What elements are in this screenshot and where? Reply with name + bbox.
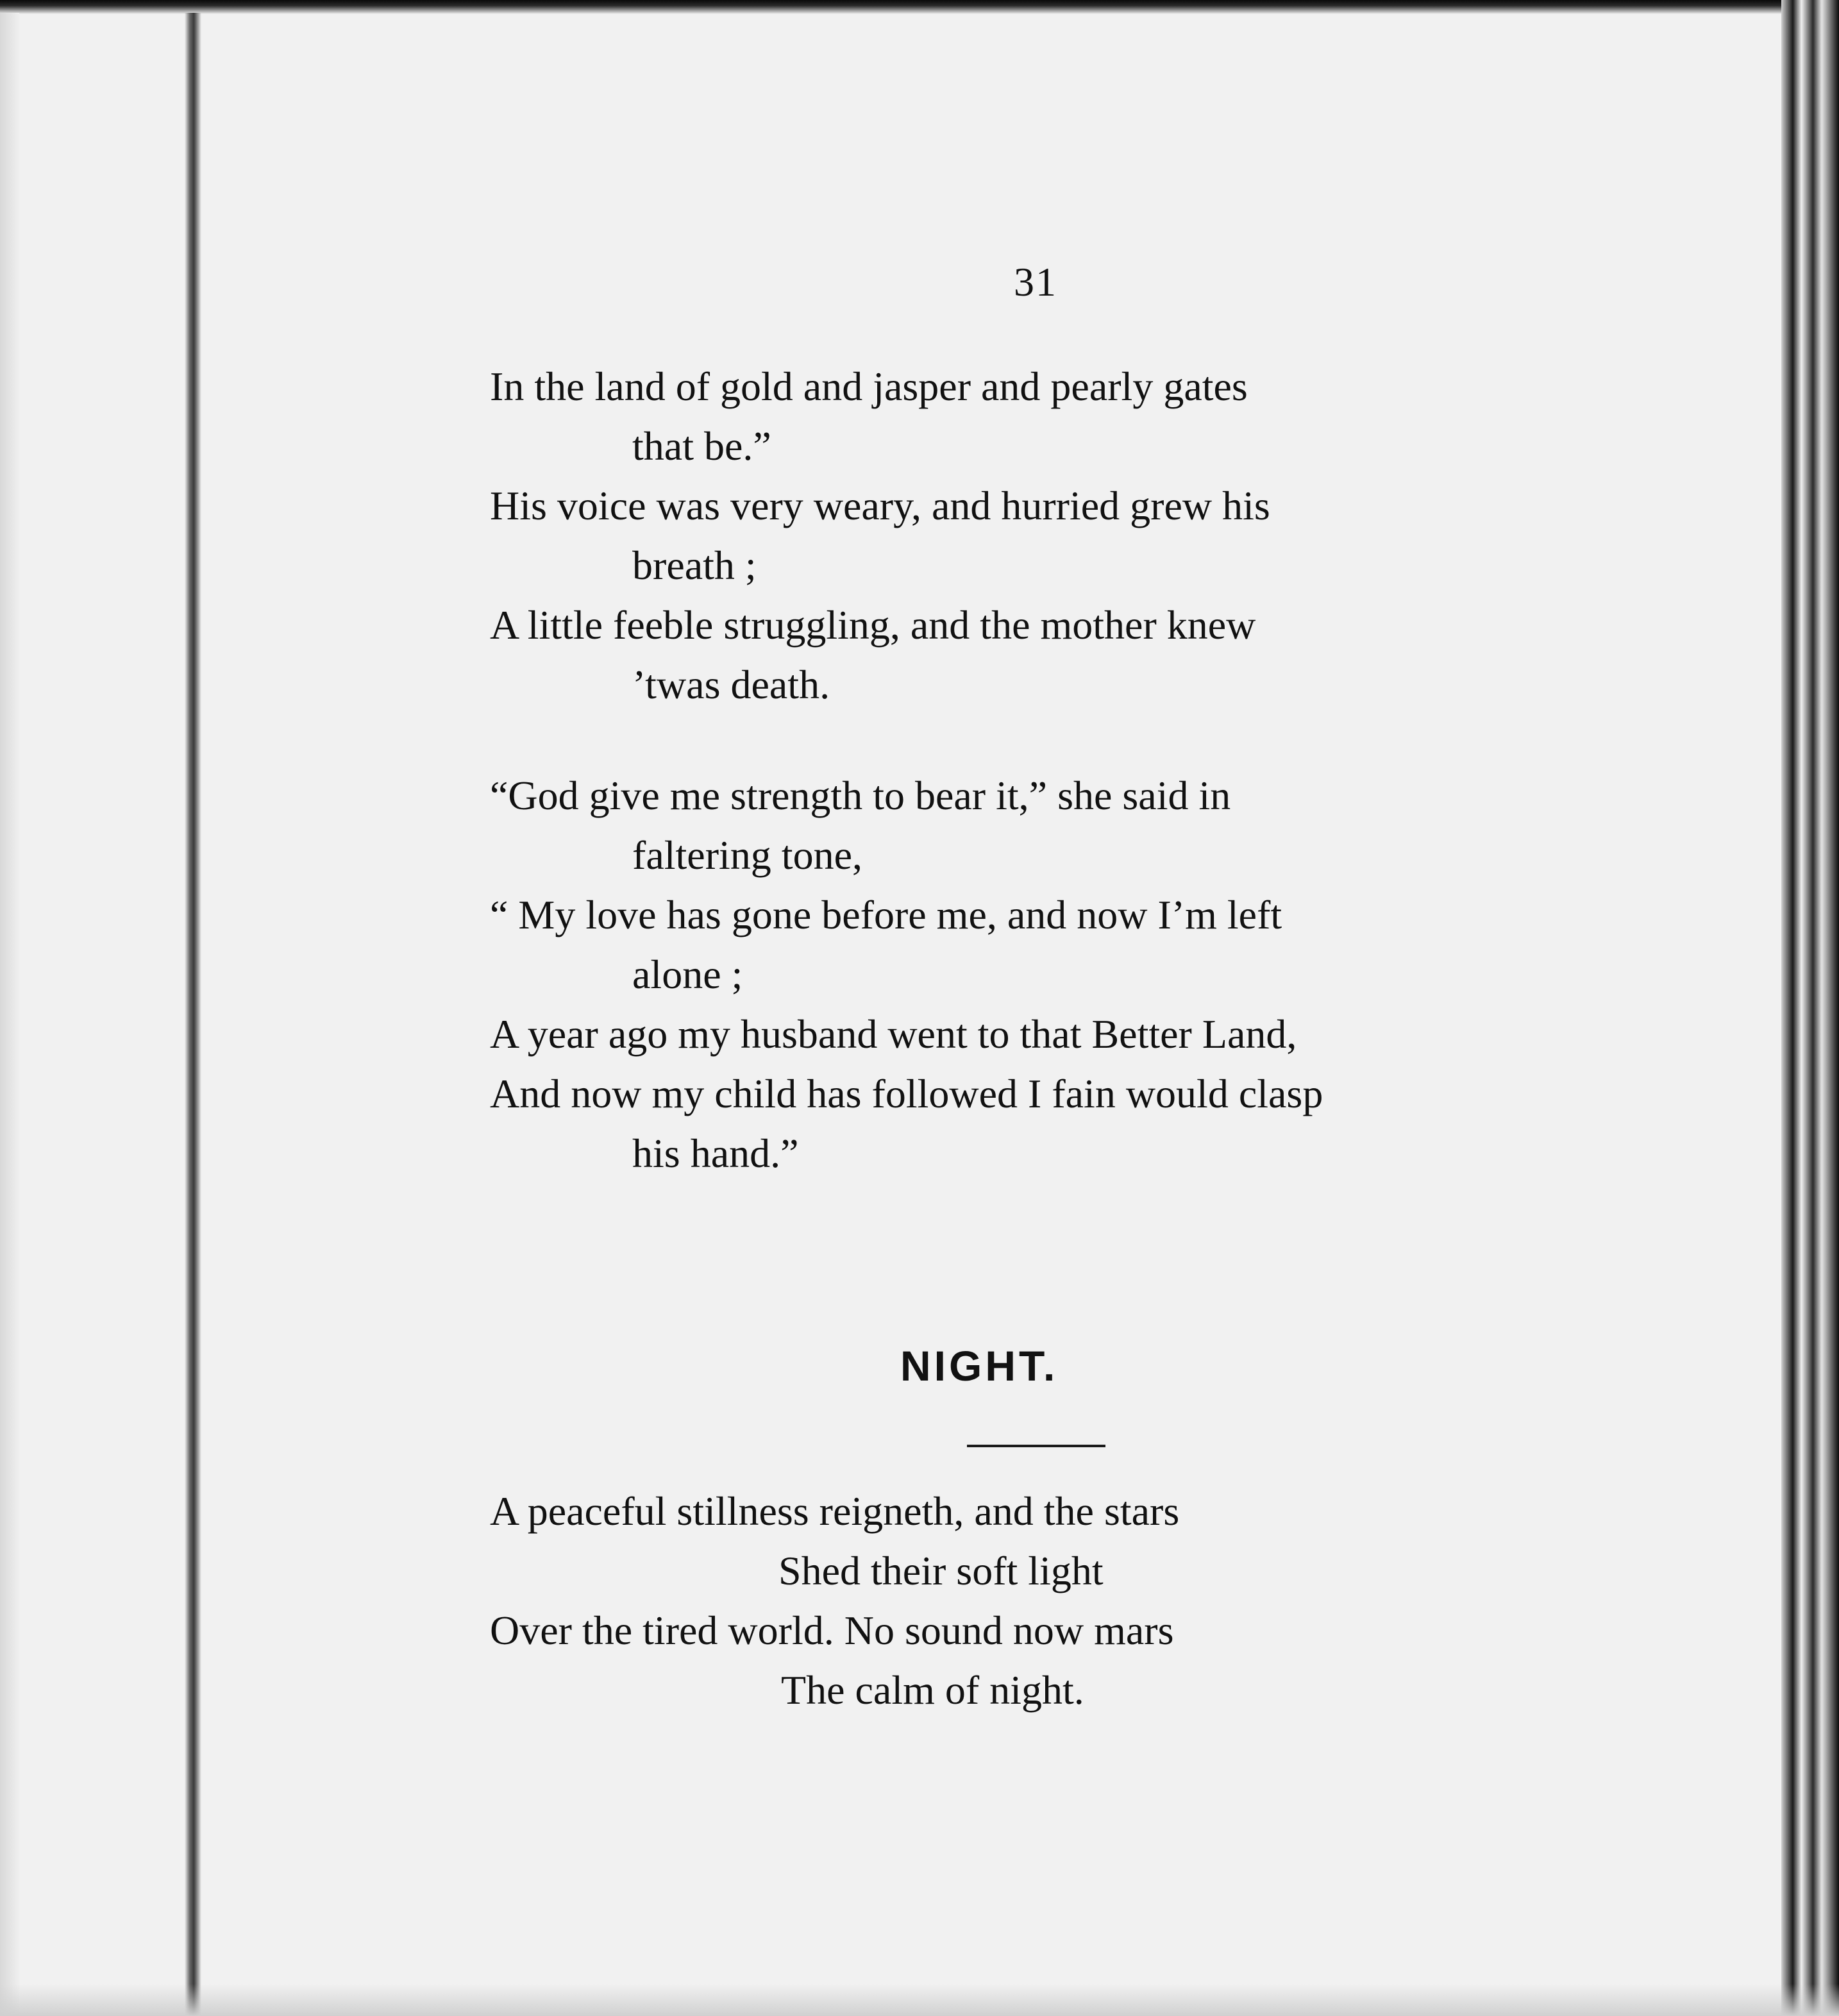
poem-line: Shed their soft light: [778, 1548, 1104, 1593]
poem-line: And now my child has followed I fain would clasp: [490, 1071, 1323, 1116]
poem-line: His voice was very weary, and hurried grew his: [490, 483, 1270, 528]
poem-line: A year ago my husband went to that Better Land,: [490, 1011, 1297, 1057]
poem-title: NIGHT.: [900, 1342, 1059, 1390]
poem-line: “ My love has gone before me, and now I’m left: [490, 892, 1282, 937]
title-rule: [967, 1445, 1105, 1447]
poem-night: [490, 1481, 1593, 1720]
poem-line: breath ;: [632, 542, 757, 588]
poem-line: “God give me strength to bear it,” she said in: [490, 773, 1231, 818]
poem-line: A little feeble struggling, and the mother knew: [490, 602, 1256, 648]
poem-line: faltering tone,: [632, 832, 862, 878]
scan-top-shadow: [0, 0, 1839, 14]
page-right-edge: [1781, 0, 1839, 2016]
poem-line: ’twas death.: [632, 662, 830, 707]
poem-line: The calm of night.: [781, 1667, 1084, 1713]
page-left-margin: [0, 13, 19, 2016]
scan-bottom-shade: [0, 1984, 1839, 2016]
page-number: 31: [1014, 259, 1057, 305]
poem-continued: [490, 357, 1593, 1183]
book-spine-shadow: [185, 13, 201, 2016]
poem-line: A peaceful stillness reigneth, and the stars: [490, 1488, 1180, 1534]
poem-line: that be.”: [632, 423, 771, 469]
poem-line: Over the tired world. No sound now mars: [490, 1608, 1174, 1653]
stanza-break: [490, 714, 1593, 766]
poem-line: his hand.”: [632, 1130, 799, 1176]
poem-line: In the land of gold and jasper and pearly gates: [490, 364, 1248, 409]
poem-line: alone ;: [632, 952, 743, 997]
